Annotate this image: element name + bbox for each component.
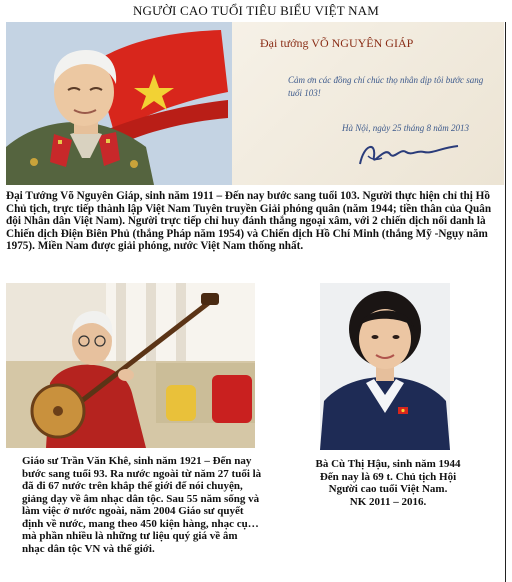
photo-cu-thi-hau: [320, 283, 450, 450]
khe-portrait: [6, 283, 255, 448]
page-border-line: [505, 22, 506, 582]
card-date: Hà Nội, ngày 25 tháng 8 năm 2013: [342, 123, 469, 133]
hau-portrait: [320, 283, 450, 450]
top-banner: [6, 22, 504, 185]
page-title: NGƯỜI CAO TUỔI TIÊU BIỂU VIỆT NAM: [132, 3, 380, 18]
signed-card: [232, 22, 504, 185]
hau-line-4: NK 2011 – 2016.: [349, 495, 427, 508]
khe-description: Giáo sư Trần Văn Khê, sinh năm 1921 – Đến nay bước sang tuổi 93. Ra nước ngoài từ năm 27 tuổi là đã đi 67 nước trên khắp thế giới để nói chuyện, giảng dạy về âm nhạc dân tộc. Sau 55 năm sống và làm việc ở nước ngoài, năm 2004 Giáo sư quyết định về nước, mang theo 450 kiện hàng, nhạc cụ… mà phần nhiều là những tư liệu quý giá về âm nhạc dân tộc VN và thế giới.: [22, 455, 262, 555]
photo-vo-nguyen-giap: [6, 22, 232, 185]
card-name: Đại tướng VÕ NGUYÊN GIÁP: [260, 36, 414, 50]
signature-icon: [354, 134, 464, 174]
giap-description: Đại Tướng Võ Nguyên Giáp, sinh năm 1911 – Đến nay bước sang tuổi 103. Người thực hiện chỉ thị Hồ Chủ tịch, trực tiếp thành lập Việt Nam Tuyên truyền Giải phóng quân (năm 1944; tiền thân của Quân đội Nhân dân Việt Nam). Người trực tiếp chỉ huy đánh thắng ngoại xâm, với 2 chiến dịch nổi danh là Chiến dịch Điện Biên Phủ (thắng Pháp năm 1954) và Chiến dịch Hồ Chí Minh (thắng Mỹ -Ngụy năm 1975). Miền Nam được giải phóng, nước Việt Nam thống nhất.: [6, 190, 492, 253]
hau-line-3: Người cao tuổi Việt Nam.: [328, 483, 448, 495]
giap-portrait: [6, 22, 232, 185]
card-message: Cảm ơn các đồng chí chúc thọ nhân dịp tôi bước sang tuổi 103!: [288, 75, 484, 98]
hau-line-2: Đến nay là 69 t. Chủ tịch Hội: [319, 470, 457, 483]
photo-tran-van-khe: [6, 283, 255, 448]
hau-line-1: Bà Cù Thị Hậu, sinh năm 1944: [315, 458, 461, 470]
hau-description: [300, 458, 476, 508]
